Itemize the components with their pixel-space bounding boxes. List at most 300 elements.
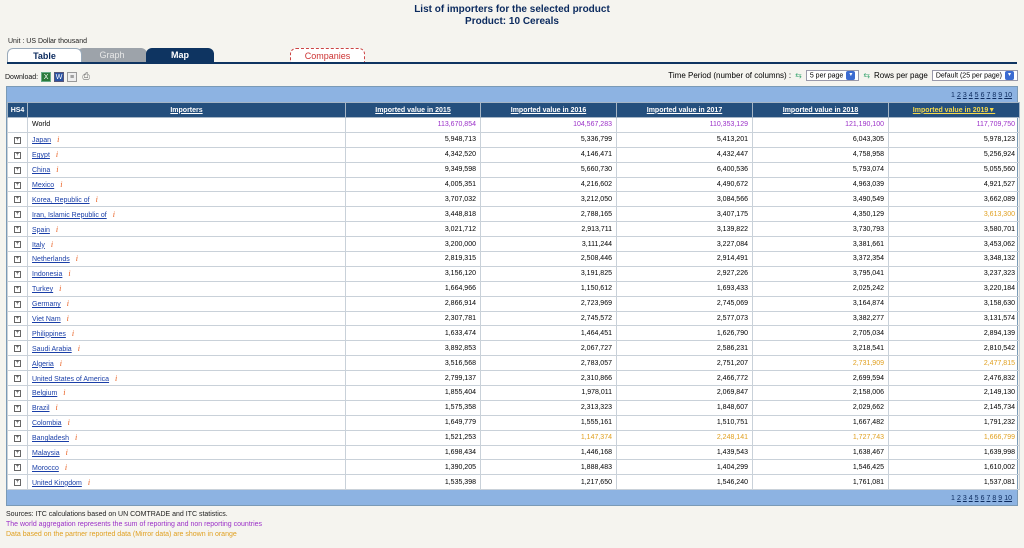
expand-plus-icon[interactable]: + <box>15 151 20 158</box>
world-row <box>8 118 1020 133</box>
importer-link[interactable]: Bangladesh <box>32 435 69 443</box>
import-value-cell: 3,490,549 <box>753 192 889 207</box>
expand-plus-icon[interactable]: + <box>15 389 20 396</box>
import-value-cell: 2,810,542 <box>889 341 1020 356</box>
header-2019[interactable] <box>889 103 1020 118</box>
table-row <box>8 386 1020 401</box>
info-icon[interactable]: i <box>87 477 91 487</box>
page-link-7[interactable]: 7 <box>986 92 991 99</box>
import-value-cell: 1,535,398 <box>346 475 481 490</box>
page-link-6[interactable]: 6 <box>980 495 985 503</box>
importers-table <box>7 102 1020 490</box>
import-value-cell: 1,649,779 <box>346 415 481 430</box>
table-controls <box>668 70 1018 81</box>
import-value-cell: 3,516,568 <box>346 356 481 371</box>
page-link-1[interactable]: 1 <box>951 92 955 99</box>
importer-cell <box>28 386 346 401</box>
info-icon[interactable]: i <box>50 239 54 249</box>
header-2016[interactable] <box>481 103 617 118</box>
header-2015[interactable] <box>346 103 481 118</box>
import-value-cell: 2,149,130 <box>889 386 1020 401</box>
import-value-cell: 3,021,712 <box>346 222 481 237</box>
world-value-2019: 117,709,750 <box>889 118 1020 133</box>
importer-link[interactable]: Italy <box>32 241 45 249</box>
table-row <box>8 162 1020 177</box>
page-link-8[interactable]: 8 <box>992 495 997 503</box>
text-icon[interactable]: ≡ <box>67 72 77 82</box>
expand-cell <box>8 281 28 296</box>
importer-cell <box>28 326 346 341</box>
import-value-cell: 1,791,232 <box>889 415 1020 430</box>
import-value-cell: 2,145,734 <box>889 400 1020 415</box>
rows-per-page-value: Default (25 per page) <box>935 72 1002 80</box>
page-link-2[interactable]: 2 <box>956 495 961 503</box>
page-link-3[interactable]: 3 <box>962 495 967 503</box>
table-row <box>8 177 1020 192</box>
import-value-cell: 4,146,471 <box>481 147 617 162</box>
import-value-cell: 2,705,034 <box>753 326 889 341</box>
page-link-9[interactable]: 9 <box>998 495 1003 503</box>
expand-cell <box>8 400 28 415</box>
expand-plus-icon[interactable]: + <box>15 285 20 292</box>
importer-cell <box>28 296 346 311</box>
importer-link[interactable]: Saudi Arabia <box>32 345 72 353</box>
info-icon[interactable]: i <box>68 269 71 279</box>
tab-map[interactable]: Map <box>146 48 214 63</box>
expand-cell <box>8 222 28 237</box>
import-value-cell: 1,639,998 <box>889 445 1020 460</box>
expand-plus-icon[interactable]: + <box>15 360 20 367</box>
info-icon[interactable]: i <box>112 209 115 219</box>
page-link-3[interactable]: 3 <box>962 92 967 99</box>
sort-2018-link[interactable]: Imported value in 2018 <box>782 106 859 114</box>
importer-cell <box>28 371 346 386</box>
info-icon[interactable]: i <box>63 388 66 398</box>
importer-link[interactable]: Morocco <box>32 464 59 472</box>
importer-link[interactable]: Brazil <box>32 405 50 413</box>
importer-cell <box>28 266 346 281</box>
import-value-cell: 2,799,137 <box>346 371 481 386</box>
importer-link[interactable]: Japan <box>32 137 52 145</box>
import-value-cell: 1,546,425 <box>753 460 889 475</box>
expand-plus-icon[interactable]: + <box>15 241 20 248</box>
info-icon[interactable]: i <box>59 284 62 294</box>
import-value-cell: 3,382,277 <box>753 311 889 326</box>
info-icon[interactable]: i <box>66 299 70 309</box>
page-link-10[interactable]: 10 <box>1004 495 1012 503</box>
import-value-cell: 2,819,315 <box>346 252 481 267</box>
info-icon[interactable]: i <box>57 135 60 145</box>
import-value-cell: 1,626,790 <box>617 326 753 341</box>
import-value-cell: 2,029,662 <box>753 400 889 415</box>
import-value-cell: 4,216,602 <box>481 177 617 192</box>
import-value-cell: 2,894,139 <box>889 326 1020 341</box>
expand-plus-icon[interactable]: + <box>15 315 20 322</box>
importer-link[interactable]: Germany <box>32 301 61 309</box>
expand-cell <box>8 237 28 252</box>
expand-cell <box>8 415 28 430</box>
importer-link[interactable]: Belgium <box>32 390 58 398</box>
import-value-cell: 1,888,483 <box>481 460 617 475</box>
sources-line: Sources: ITC calculations based on UN COMTRADE and ITC statistics. <box>6 511 228 518</box>
sources-notes <box>6 510 262 540</box>
import-value-cell: 2,313,323 <box>481 400 617 415</box>
info-icon[interactable]: i <box>55 403 58 413</box>
header-2017[interactable] <box>617 103 753 118</box>
expand-cell <box>8 430 28 445</box>
word-icon[interactable]: W <box>55 74 63 81</box>
import-value-cell: 1,439,543 <box>617 445 753 460</box>
expand-cell <box>8 147 28 162</box>
import-value-cell: 3,084,566 <box>617 192 753 207</box>
import-value-cell: 1,404,299 <box>617 460 753 475</box>
importer-cell <box>28 207 346 222</box>
import-value-cell: 1,537,081 <box>889 475 1020 490</box>
import-value-cell: 1,464,451 <box>481 326 617 341</box>
table-row <box>8 296 1020 311</box>
import-value-cell: 3,613,300 <box>889 207 1020 222</box>
import-value-cell: 3,131,574 <box>889 311 1020 326</box>
expand-cell <box>8 266 28 281</box>
expand-plus-icon[interactable]: + <box>15 404 20 411</box>
info-icon[interactable]: i <box>59 358 63 368</box>
import-value-cell: 1,217,650 <box>481 475 617 490</box>
download-bar <box>5 72 92 82</box>
table-row <box>8 281 1020 296</box>
import-value-cell: 1,446,168 <box>481 445 617 460</box>
import-value-cell: 3,158,630 <box>889 296 1020 311</box>
import-value-cell: 2,751,207 <box>617 356 753 371</box>
import-value-cell: 3,453,062 <box>889 237 1020 252</box>
rows-per-page-select[interactable] <box>932 70 1018 81</box>
header-hs4: HS4 <box>8 103 28 118</box>
table-row <box>8 147 1020 162</box>
import-value-cell: 3,580,701 <box>889 222 1020 237</box>
importer-cell <box>28 162 346 177</box>
info-icon[interactable]: i <box>64 462 68 472</box>
importer-link[interactable]: Turkey <box>32 286 54 294</box>
import-value-cell: 1,698,434 <box>346 445 481 460</box>
import-value-cell: 5,336,799 <box>481 132 617 147</box>
info-icon[interactable]: i <box>66 314 69 324</box>
import-value-cell: 2,067,727 <box>481 341 617 356</box>
expand-plus-icon[interactable]: + <box>15 479 20 486</box>
expand-cell <box>8 252 28 267</box>
sort-2015-link[interactable]: Imported value in 2015 <box>375 106 451 114</box>
expand-plus-icon[interactable]: + <box>15 211 20 218</box>
expand-cell <box>8 311 28 326</box>
import-value-cell: 2,927,226 <box>617 266 753 281</box>
expand-cell <box>8 386 28 401</box>
expand-plus-icon[interactable]: + <box>15 270 20 277</box>
importer-cell <box>28 177 346 192</box>
import-value-cell: 3,237,323 <box>889 266 1020 281</box>
expand-plus-icon[interactable]: + <box>15 136 20 143</box>
expand-plus-icon[interactable]: + <box>15 345 20 352</box>
expand-plus-icon[interactable]: + <box>15 434 20 441</box>
world-aggregation-note: The world aggregation represents the sum of reporting and non reporting countries <box>6 521 263 528</box>
import-value-cell: 1,546,240 <box>617 475 753 490</box>
table-row <box>8 326 1020 341</box>
importer-cell <box>28 430 346 445</box>
import-value-cell: 2,866,914 <box>346 296 481 311</box>
import-value-cell: 1,575,358 <box>346 400 481 415</box>
table-row <box>8 415 1020 430</box>
table-row <box>8 356 1020 371</box>
import-value-cell: 2,745,069 <box>617 296 753 311</box>
page-link-9[interactable]: 9 <box>998 92 1003 99</box>
importer-cell <box>28 445 346 460</box>
import-value-cell: 2,788,165 <box>481 207 617 222</box>
import-value-cell: 1,848,607 <box>617 400 753 415</box>
import-value-cell: 4,342,520 <box>346 147 481 162</box>
importer-cell <box>28 147 346 162</box>
expand-plus-icon[interactable]: + <box>15 330 20 337</box>
importer-link[interactable]: Colombia <box>32 420 62 428</box>
import-value-cell: 4,758,958 <box>753 147 889 162</box>
table-row <box>8 266 1020 281</box>
pager-bottom <box>7 490 1017 505</box>
table-header-row <box>8 103 1020 118</box>
import-value-cell: 1,638,467 <box>753 445 889 460</box>
importer-cell <box>28 192 346 207</box>
import-value-cell: 1,521,253 <box>346 430 481 445</box>
tab-companies[interactable]: Companies <box>290 48 365 63</box>
expand-plus-icon[interactable]: + <box>15 166 20 173</box>
import-value-cell: 2,577,073 <box>617 311 753 326</box>
info-icon[interactable]: i <box>55 150 59 160</box>
importer-link[interactable]: Netherlands <box>32 256 70 264</box>
importer-link[interactable]: United States of America <box>32 375 110 383</box>
time-period-select[interactable] <box>806 70 859 81</box>
expand-cell <box>8 475 28 490</box>
table-row <box>8 192 1020 207</box>
importer-link[interactable]: Malaysia <box>32 450 60 458</box>
import-value-cell: 3,372,354 <box>753 252 889 267</box>
import-value-cell: 5,256,924 <box>889 147 1020 162</box>
import-value-cell: 3,220,184 <box>889 281 1020 296</box>
importer-cell <box>28 415 346 430</box>
importer-link[interactable]: Indonesia <box>32 271 63 279</box>
page-link-10[interactable]: 10 <box>1004 92 1012 99</box>
expand-cell <box>8 296 28 311</box>
importer-cell <box>28 400 346 415</box>
page-link-6[interactable]: 6 <box>980 92 985 99</box>
mirror-data-note: Data based on the partner reported data (Mirror data) are shown in orange <box>6 531 237 538</box>
info-icon[interactable]: i <box>95 194 98 204</box>
page-link-4[interactable]: 4 <box>968 495 973 503</box>
expand-cell <box>8 326 28 341</box>
title-line-1: List of importers for the selected product <box>414 4 610 15</box>
import-value-cell: 3,381,661 <box>753 237 889 252</box>
header-importers[interactable] <box>28 103 346 118</box>
import-value-cell: 3,448,818 <box>346 207 481 222</box>
import-value-cell: 4,490,672 <box>617 177 753 192</box>
info-icon[interactable]: i <box>74 433 78 443</box>
sort-2019-link[interactable]: Imported value in 2019▼ <box>912 106 996 114</box>
unit-label: Unit : US Dollar thousand <box>8 38 87 45</box>
import-value-cell: 2,069,847 <box>617 386 753 401</box>
world-value-2018: 121,190,100 <box>753 118 889 133</box>
import-value-cell: 1,555,161 <box>481 415 617 430</box>
import-value-cell: 2,307,781 <box>346 311 481 326</box>
import-value-cell: 3,139,822 <box>617 222 753 237</box>
expand-plus-icon[interactable]: + <box>15 419 20 426</box>
expand-plus-icon[interactable]: + <box>15 449 20 456</box>
page-link-5[interactable]: 5 <box>974 92 979 99</box>
import-value-cell: 2,310,866 <box>481 371 617 386</box>
import-value-cell: 1,610,002 <box>889 460 1020 475</box>
importer-link[interactable]: Algeria <box>32 360 54 368</box>
importer-cell <box>28 237 346 252</box>
import-value-cell: 1,727,743 <box>753 430 889 445</box>
import-value-cell: 2,466,772 <box>617 371 753 386</box>
importer-link[interactable]: Iran, Islamic Republic of <box>32 211 107 219</box>
import-value-cell: 5,793,074 <box>753 162 889 177</box>
importer-link[interactable]: China <box>32 167 51 175</box>
importer-cell <box>28 311 346 326</box>
importer-link[interactable]: Philippines <box>32 330 66 338</box>
table-row <box>8 222 1020 237</box>
importer-cell <box>28 222 346 237</box>
tab-graph[interactable]: Graph <box>77 48 147 63</box>
expand-plus-icon[interactable]: + <box>15 226 20 233</box>
importer-cell <box>28 132 346 147</box>
expand-plus-icon[interactable]: + <box>15 196 20 203</box>
import-value-cell: 2,158,006 <box>753 386 889 401</box>
import-value-cell: 3,795,041 <box>753 266 889 281</box>
importer-cell <box>28 281 346 296</box>
info-icon[interactable]: i <box>55 224 59 234</box>
import-value-cell: 1,664,966 <box>346 281 481 296</box>
import-value-cell: 2,723,969 <box>481 296 617 311</box>
expand-cell <box>8 162 28 177</box>
expand-cell <box>8 356 28 371</box>
importer-link[interactable]: Spain <box>32 226 50 234</box>
expand-cell <box>8 177 28 192</box>
expand-plus-icon[interactable]: + <box>15 375 20 382</box>
import-value-cell: 2,476,832 <box>889 371 1020 386</box>
import-value-cell: 4,921,527 <box>889 177 1020 192</box>
import-value-cell: 2,025,242 <box>753 281 889 296</box>
page-link-2[interactable]: 2 <box>956 92 961 99</box>
expand-cell <box>8 341 28 356</box>
page-link-4[interactable]: 4 <box>968 92 973 99</box>
expand-plus-icon[interactable]: + <box>15 255 20 262</box>
info-icon[interactable]: i <box>115 373 118 383</box>
import-value-cell: 1,390,205 <box>346 460 481 475</box>
print-icon[interactable]: ⎙ <box>82 71 90 81</box>
table-row <box>8 252 1020 267</box>
swap-columns-icon[interactable]: ⇆ <box>795 71 802 80</box>
sort-2017-link[interactable]: Imported value in 2017 <box>646 106 723 114</box>
table-row <box>8 237 1020 252</box>
info-icon[interactable]: i <box>67 418 70 428</box>
swap-rows-icon[interactable]: ⇆ <box>863 71 871 80</box>
sort-importers-link[interactable]: Importers <box>170 106 203 114</box>
importer-link[interactable]: United Kingdom <box>32 479 82 487</box>
import-value-cell: 3,892,853 <box>346 341 481 356</box>
table-row <box>8 430 1020 445</box>
info-icon[interactable]: i <box>75 254 78 264</box>
import-value-cell: 1,633,474 <box>346 326 481 341</box>
import-value-cell: 3,218,541 <box>753 341 889 356</box>
import-value-cell: 2,586,231 <box>617 341 753 356</box>
import-value-cell: 5,660,730 <box>481 162 617 177</box>
import-value-cell: 3,111,244 <box>481 237 617 252</box>
tab-table[interactable]: Table <box>7 48 82 63</box>
rows-per-page-label: Rows per page <box>874 71 928 80</box>
import-value-cell: 4,350,129 <box>753 207 889 222</box>
importer-link[interactable]: Egypt <box>32 152 50 160</box>
expand-plus-icon[interactable]: + <box>15 181 20 188</box>
import-value-cell: 5,948,713 <box>346 132 481 147</box>
importer-cell <box>28 252 346 267</box>
info-icon[interactable]: i <box>60 180 63 189</box>
import-value-cell: 2,508,446 <box>481 252 617 267</box>
table-row <box>8 445 1020 460</box>
import-value-cell: 1,693,433 <box>617 281 753 296</box>
import-value-cell: 2,731,909 <box>753 356 889 371</box>
expand-plus-icon[interactable]: + <box>15 300 20 307</box>
page-title <box>0 4 1024 28</box>
import-value-cell: 2,699,594 <box>753 371 889 386</box>
importer-link[interactable]: Mexico <box>32 182 55 189</box>
table-row <box>8 341 1020 356</box>
page-link-7[interactable]: 7 <box>986 495 991 503</box>
import-value-cell: 1,761,081 <box>753 475 889 490</box>
import-value-cell: 3,662,089 <box>889 192 1020 207</box>
page-link-5[interactable]: 5 <box>974 495 979 503</box>
import-value-cell: 1,510,751 <box>617 415 753 430</box>
info-icon[interactable]: i <box>56 165 59 175</box>
excel-icon[interactable]: X <box>41 72 51 82</box>
time-period-value: 5 per page <box>809 72 844 80</box>
table-row <box>8 475 1020 490</box>
import-value-cell: 4,005,351 <box>346 177 481 192</box>
import-value-cell: 2,783,057 <box>481 356 617 371</box>
page-link-1[interactable]: 1 <box>951 495 955 503</box>
expand-cell <box>8 445 28 460</box>
table-row <box>8 371 1020 386</box>
import-value-cell: 3,227,084 <box>617 237 753 252</box>
info-icon[interactable]: i <box>65 448 68 458</box>
table-row <box>8 311 1020 326</box>
importer-link[interactable]: Viet Nam <box>32 316 61 324</box>
import-value-cell: 5,413,201 <box>617 132 753 147</box>
info-icon[interactable]: i <box>77 343 80 353</box>
importer-link[interactable]: Korea, Republic of <box>32 196 90 204</box>
importers-grid <box>6 86 1018 506</box>
import-value-cell: 2,914,491 <box>617 252 753 267</box>
import-value-cell: 2,745,572 <box>481 311 617 326</box>
info-icon[interactable]: i <box>71 328 75 338</box>
import-value-cell: 4,432,447 <box>617 147 753 162</box>
expand-plus-icon[interactable]: + <box>15 464 20 471</box>
expand-cell <box>8 207 28 222</box>
import-value-cell: 1,667,482 <box>753 415 889 430</box>
time-period-label: Time Period (number of columns) : <box>668 71 792 80</box>
expand-cell <box>8 371 28 386</box>
import-value-cell: 1,666,799 <box>889 430 1020 445</box>
import-value-cell: 3,707,032 <box>346 192 481 207</box>
import-value-cell: 3,191,825 <box>481 266 617 281</box>
sort-2016-link[interactable]: Imported value in 2016 <box>510 106 587 114</box>
page-link-8[interactable]: 8 <box>992 92 997 99</box>
import-value-cell: 1,855,404 <box>346 386 481 401</box>
import-value-cell: 9,349,598 <box>346 162 481 177</box>
header-2018[interactable] <box>753 103 889 118</box>
